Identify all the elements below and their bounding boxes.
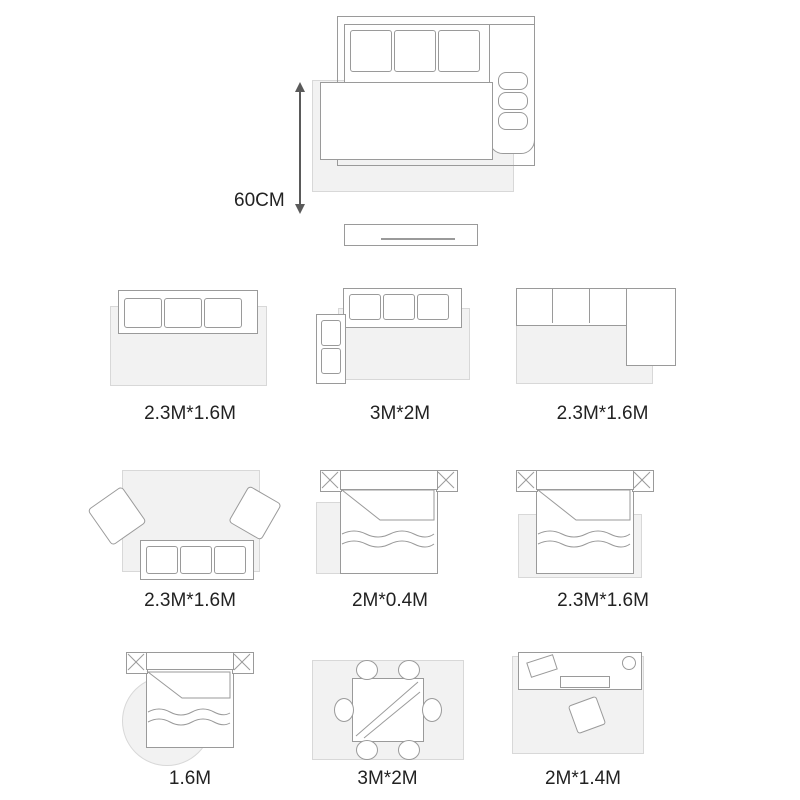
bed-blanket-detail (146, 668, 236, 750)
nightstand-lamp-icon (320, 470, 342, 492)
sofa-body (516, 288, 628, 326)
dimension-label-60cm: 60CM (234, 190, 285, 211)
sofa-seat-divider (589, 289, 590, 323)
item-label: 3M*2M (357, 768, 418, 789)
bed-blanket-detail (340, 486, 440, 578)
item-label: 2.3M*1.6M (556, 403, 649, 424)
sofa-seat-divider (552, 289, 553, 323)
dining-chair (422, 698, 442, 722)
dining-chair (334, 698, 354, 722)
item-label: 2.3M*1.6M (144, 403, 236, 424)
bed-blanket-detail (536, 486, 636, 578)
dining-chair (398, 740, 420, 760)
sofa-cushion (214, 546, 246, 574)
item-label: 3M*2M (369, 403, 431, 424)
chaise-pillow (498, 72, 528, 90)
item-label: 2M*0.4M (351, 590, 429, 611)
dimension-arrow (288, 82, 348, 242)
chaise-cushion (321, 348, 341, 374)
chaise-pillow (498, 92, 528, 110)
desk-lamp (622, 656, 636, 670)
desk-keyboard (560, 676, 610, 688)
sofa-cushion (417, 294, 449, 320)
item-label: 1.6M (168, 768, 212, 789)
item-label: 2M*1.4M (544, 768, 622, 789)
chaise-cushion (321, 320, 341, 346)
sofa-cushion (394, 30, 436, 72)
sofa-cushion (146, 546, 178, 574)
sofa-cushion (164, 298, 202, 328)
sofa-cushion (438, 30, 480, 72)
sofa-cushion (180, 546, 212, 574)
dining-chair (356, 660, 378, 680)
sofa-chaise-arm (626, 288, 676, 366)
sofa-cushion (349, 294, 381, 320)
item-label: 2.3M*1.6M (557, 590, 649, 611)
dining-chair (356, 740, 378, 760)
dining-chair (398, 660, 420, 680)
sofa-cushion (124, 298, 162, 328)
item-label: 2.3M*1.6M (144, 590, 236, 611)
table-surface-detail (352, 678, 426, 744)
sofa-cushion (350, 30, 392, 72)
nightstand-lamp-icon (126, 652, 148, 674)
coffee-table-detail (381, 238, 455, 240)
sofa-cushion (204, 298, 242, 328)
coffee-table (344, 224, 478, 246)
chaise-pillow (498, 112, 528, 130)
nightstand-lamp-icon (516, 470, 538, 492)
sofa-cushion (383, 294, 415, 320)
